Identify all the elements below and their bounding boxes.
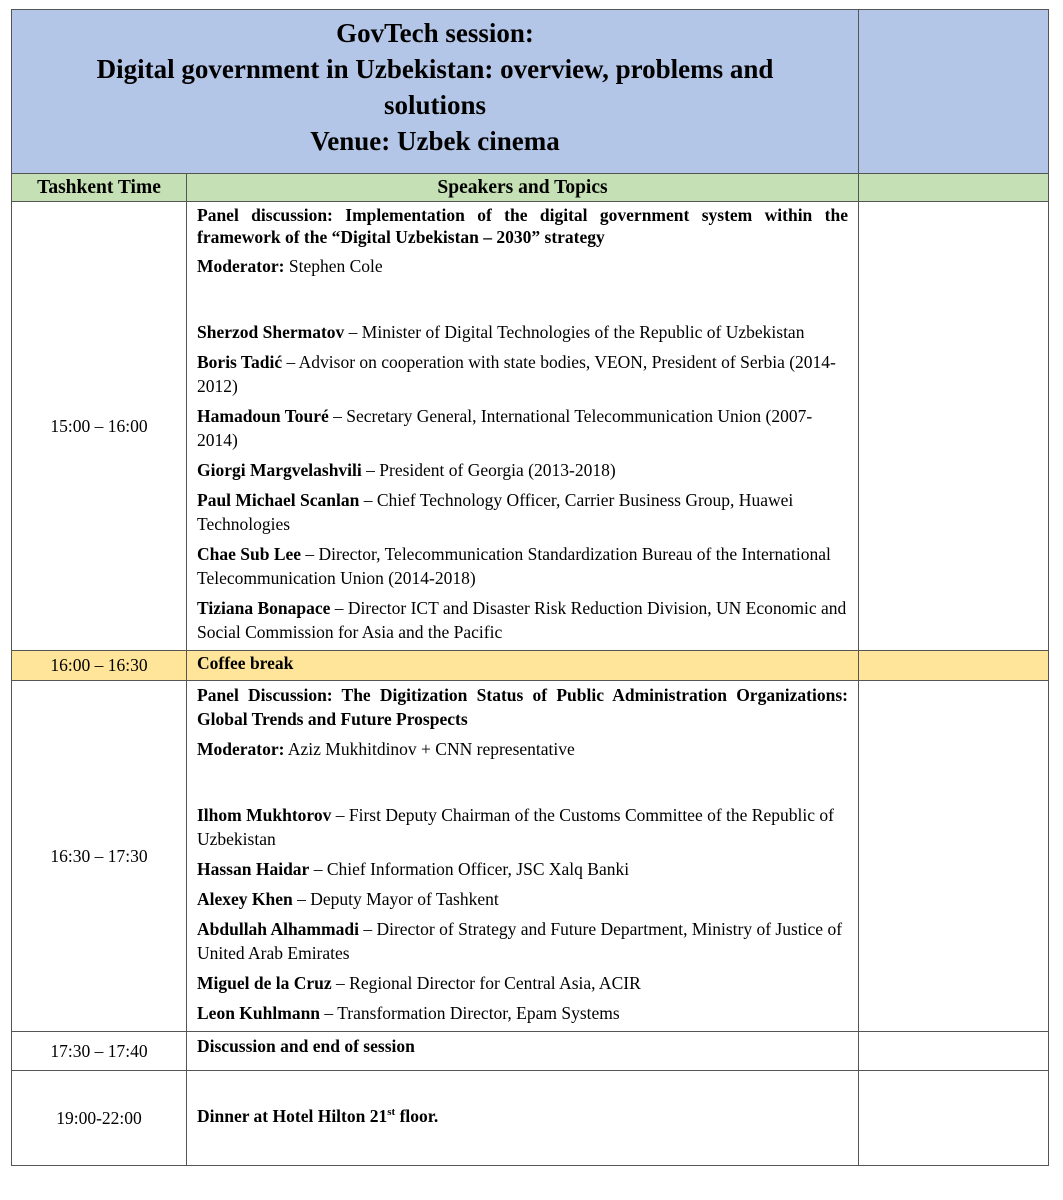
coffee-time: 16:00 – 16:30 (12, 651, 187, 681)
discussion-label: Discussion and end of session (187, 1032, 859, 1071)
agenda-table (11, 9, 1049, 1166)
speaker-item: Sherzod Shermatov – Minister of Digital Technologies of the Republic of Uzbekistan (197, 322, 805, 342)
header-empty-cell (859, 10, 1049, 174)
speaker-item: Leon Kuhlmann – Transformation Director, Epam Systems (197, 1003, 620, 1023)
session2-moderator: Moderator: Aziz Mukhitdinov + CNN representative (197, 739, 575, 759)
title-line-1: GovTech session: (336, 18, 534, 48)
speaker-item: Miguel de la Cruz – Regional Director for Central Asia, ACIR (197, 973, 641, 993)
speaker-item: Hassan Haidar – Chief Information Officer, JSC Xalq Banki (197, 859, 630, 879)
discussion-extra (859, 1032, 1049, 1071)
extra-column-header (859, 174, 1049, 202)
column-header-row (12, 174, 1049, 202)
coffee-extra (859, 651, 1049, 681)
speaker-item: Alexey Khen – Deputy Mayor of Tashkent (197, 889, 499, 909)
dinner-row (12, 1071, 1049, 1166)
moderator-label: Moderator: (197, 256, 285, 276)
dinner-extra (859, 1071, 1049, 1166)
speaker-item: Paul Michael Scanlan – Chief Technology Officer, Carrier Business Group, Huawei Technologies (197, 490, 794, 534)
session-row-1 (12, 202, 1049, 651)
session2-content (187, 681, 859, 1032)
speaker-item: Boris Tadić – Advisor on cooperation with state bodies, VEON, President of Serbia (2014-2012) (197, 352, 836, 396)
session-row-2 (12, 681, 1049, 1032)
session1-title: Panel discussion: Implementation of the digital government system within the framework of the “Digital Uzbekistan – 2030” strategy (197, 205, 848, 247)
venue-line: Venue: Uzbek cinema (310, 126, 560, 156)
title-line-3: solutions (383, 90, 487, 120)
discussion-time: 17:30 – 17:40 (12, 1032, 187, 1071)
session2-title: Panel Discussion: The Digitization Status of Public Administration Organizations: Global Trends and Future Prospects (197, 685, 848, 729)
session1-content (187, 202, 859, 651)
speaker-item: Ilhom Mukhtorov – First Deputy Chairman of the Customs Committee of the Republic of Uzbekistan (197, 805, 834, 849)
title-line-2: Digital government in Uzbekistan: overview, problems and (96, 54, 774, 84)
speaker-item: Abdullah Alhammadi – Director of Strategy and Future Department, Ministry of Justice of United Arab Emirates (197, 919, 843, 963)
coffee-label: Coffee break (187, 651, 859, 681)
session2-time: 16:30 – 17:30 (12, 681, 187, 1032)
speaker-item: Chae Sub Lee – Director, Telecommunication Standardization Bureau of the International Telecommunication Union (2014-2018) (197, 544, 831, 588)
time-column-header: Tashkent Time (12, 174, 187, 202)
session-header-row (12, 10, 1049, 174)
session1-moderator (197, 254, 848, 278)
speaker-item: Giorgi Margvelashvili – President of Georgia (2013-2018) (197, 460, 616, 480)
dinner-label: Dinner at Hotel Hilton 21st floor. (187, 1071, 859, 1166)
dinner-time: 19:00-22:00 (12, 1071, 187, 1166)
speaker-item: Hamadoun Touré – Secretary General, International Telecommunication Union (2007-2014) (197, 406, 813, 450)
discussion-row (12, 1032, 1049, 1071)
session2-extra (859, 681, 1049, 1032)
coffee-row (12, 651, 1049, 681)
session-title (12, 10, 859, 174)
session1-time: 15:00 – 16:00 (12, 202, 187, 651)
speaker-item: Tiziana Bonapace – Director ICT and Disaster Risk Reduction Division, UN Economic and Social Commission for Asia and the Pacific (197, 598, 847, 642)
session1-extra (859, 202, 1049, 651)
moderator-name: Stephen Cole (284, 256, 383, 276)
topics-column-header: Speakers and Topics (187, 174, 859, 202)
